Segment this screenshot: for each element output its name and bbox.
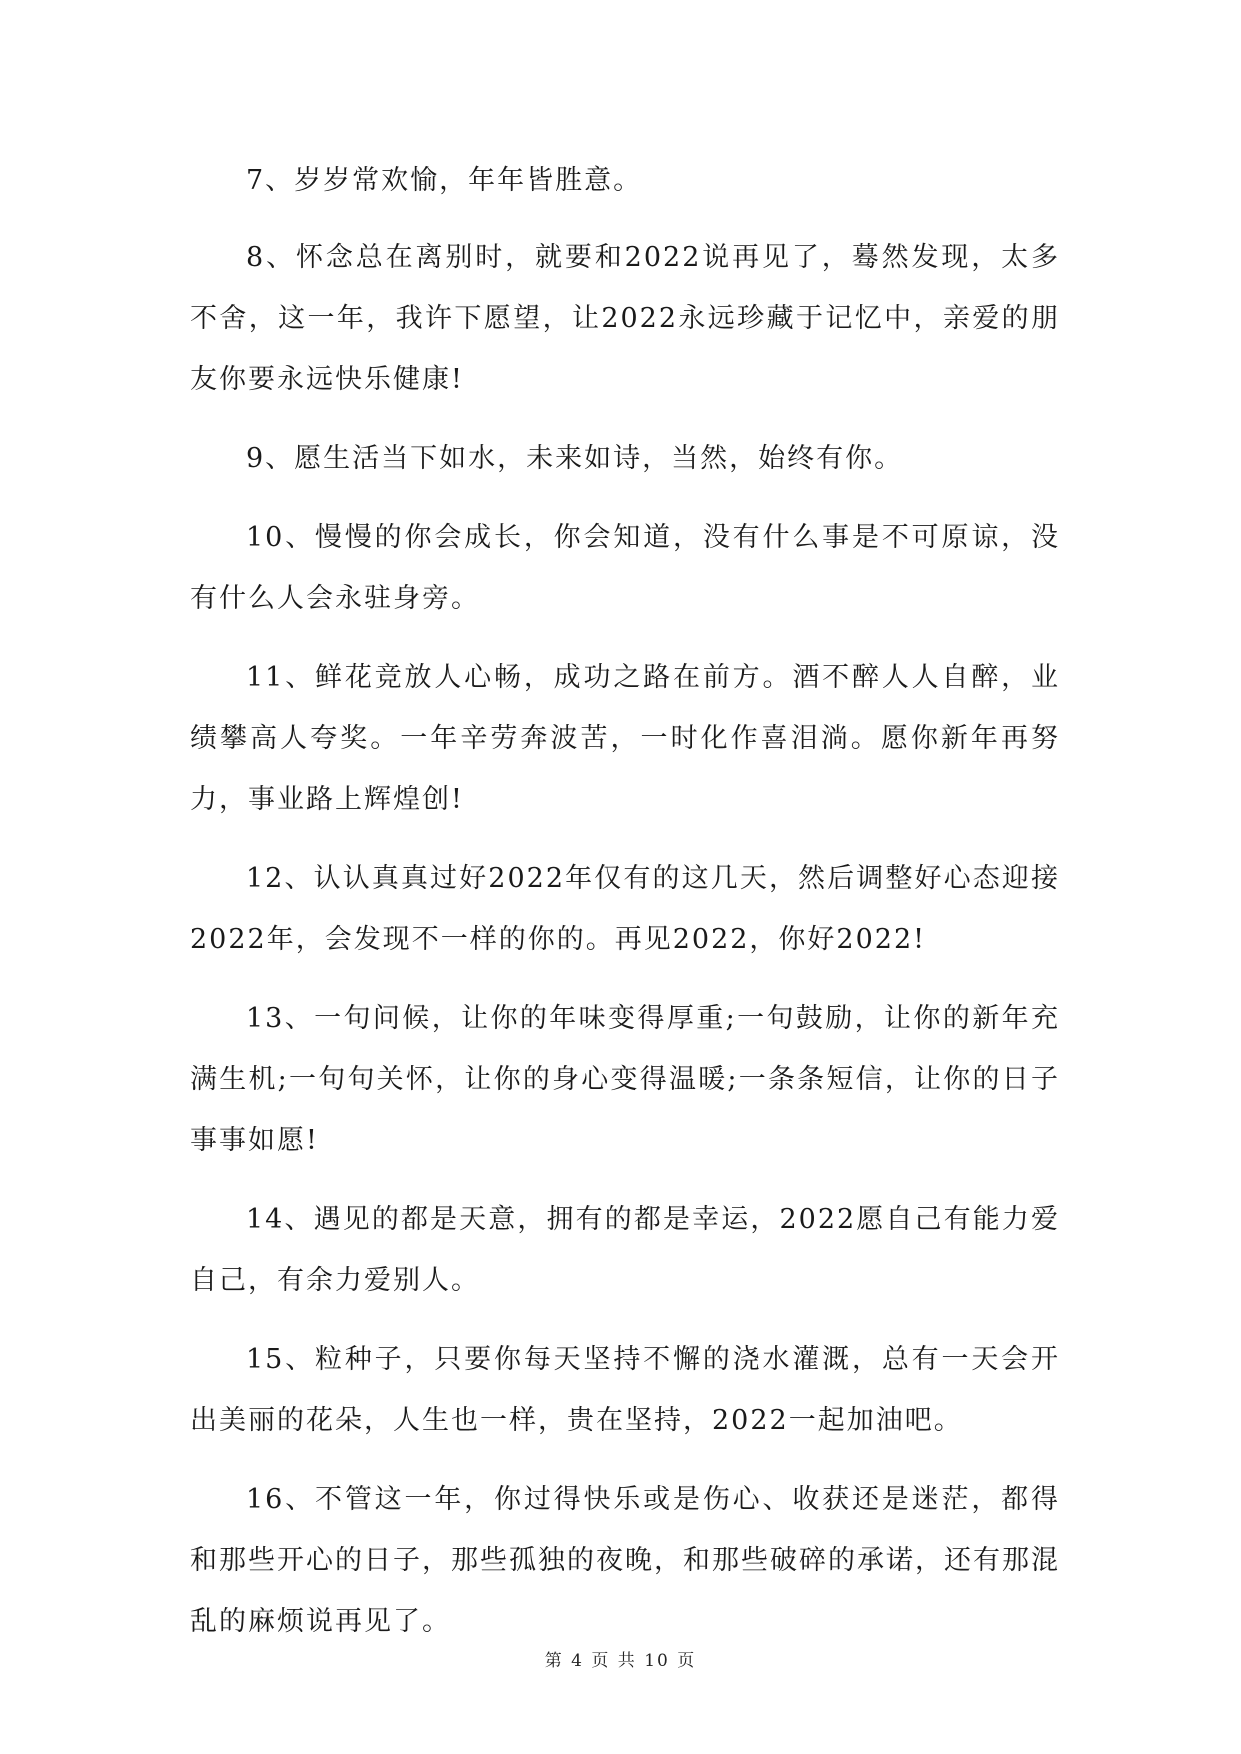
paragraph-item-12: 12、认认真真过好2022年仅有的这几天，然后调整好心态迎接2022年，会发现不一样的你的。再见2022，你好2022! [190, 863, 1060, 955]
paragraph-item-13: 13、一句问候，让你的年味变得厚重;一句鼓励，让你的新年充满生机;一句句关怀，让你的身心变得温暖;一条条短信，让你的日子事事如愿! [190, 1003, 1060, 1156]
paragraph-item-11: 11、鲜花竞放人心畅，成功之路在前方。酒不醉人人自醉，业绩攀高人夸奖。一年辛劳奔波苦，一时化作喜泪淌。愿你新年再努力，事业路上辉煌创! [190, 662, 1060, 815]
paragraph-item-9: 9、愿生活当下如水，未来如诗，当然，始终有你。 [246, 443, 904, 474]
paragraph-item-15: 15、粒种子，只要你每天坚持不懈的浇水灌溉，总有一天会开出美丽的花朵，人生也一样，贵在坚持，2022一起加油吧。 [190, 1344, 1060, 1436]
paragraph-item-14: 14、遇见的都是天意，拥有的都是幸运，2022愿自己有能力爱自己，有余力爱别人。 [190, 1204, 1060, 1296]
document-body [190, 153, 1060, 1670]
paragraph-item-7: 7、岁岁常欢愉，年年皆胜意。 [246, 165, 643, 196]
page-number-footer: 第 4 页 共 10 页 [544, 1651, 697, 1671]
paragraph-item-10: 10、慢慢的你会成长，你会知道，没有什么事是不可原谅，没有什么人会永驻身旁。 [190, 522, 1060, 614]
paragraph-item-8: 8、怀念总在离别时，就要和2022说再见了，蓦然发现，太多不舍，这一年，我许下愿望，让2022永远珍藏于记忆中，亲爱的朋友你要永远快乐健康! [190, 242, 1060, 395]
paragraph-item-16: 16、不管这一年，你过得快乐或是伤心、收获还是迷茫，都得和那些开心的日子，那些孤独的夜晚，和那些破碎的承诺，还有那混乱的麻烦说再见了。 [190, 1484, 1060, 1637]
